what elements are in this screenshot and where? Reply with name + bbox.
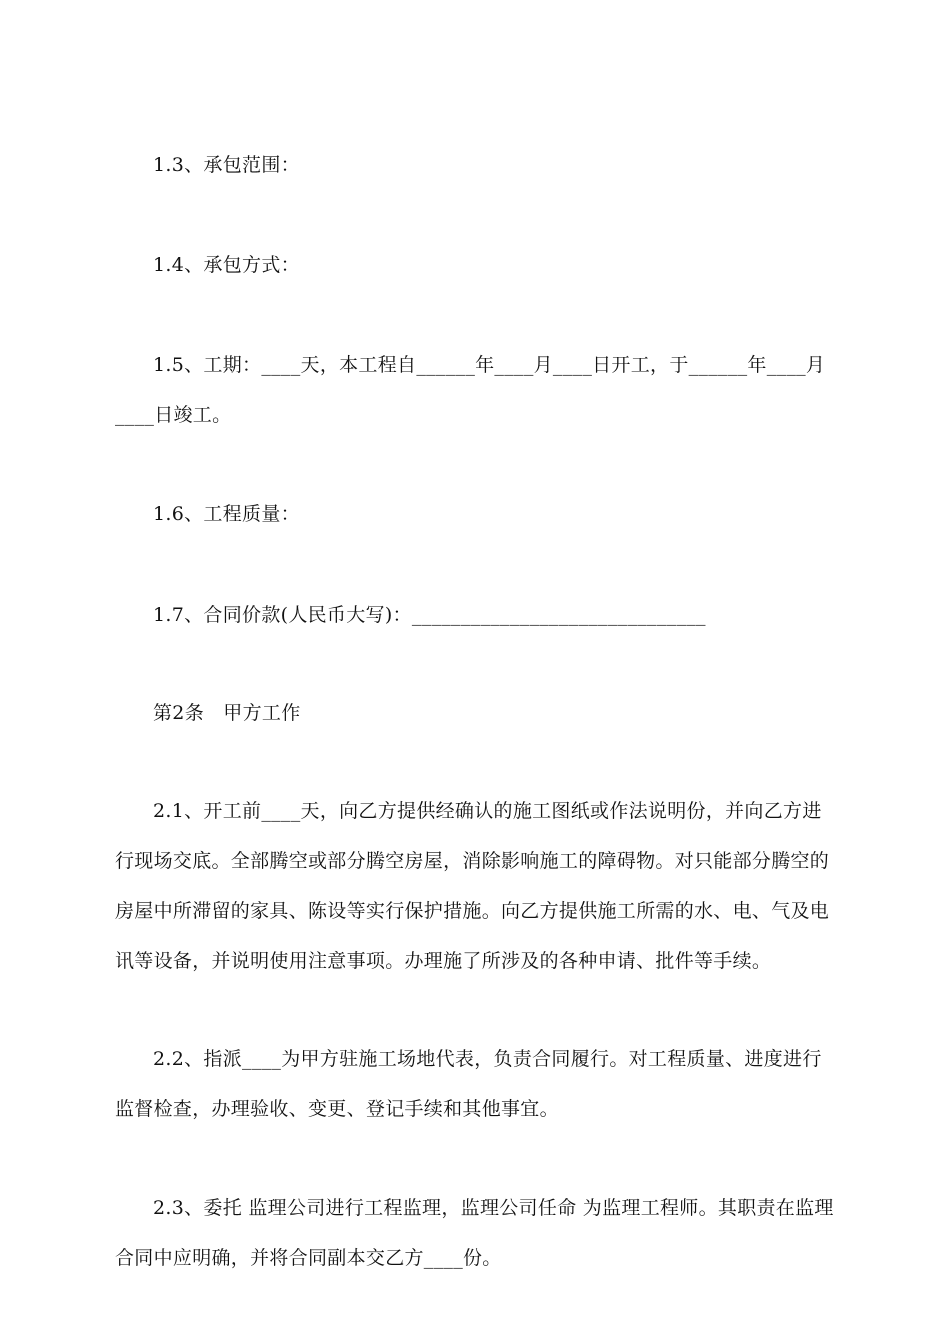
article-2-heading: 第2条 甲方工作 xyxy=(153,702,301,724)
clause-2-1: 2.1、开工前____天，向乙方提供经确认的施工图纸或作法说明份，并向乙方进行现场交底。全部腾空或部分腾空房屋，消除影响施工的障碍物。对只能部分腾空的房屋中所滞留的家具、陈设等实行保护措施。向乙方提供施工所需的水、电、气及电讯等设备，并说明使用注意事项。办理施了所涉及的各种申请、批件等手续。 xyxy=(115,800,830,972)
clause-2-3: 2.3、委托 监理公司进行工程监理，监理公司任命 为监理工程师。其职责在监理合同中应明确，并将合同副本交乙方____份。 xyxy=(115,1197,834,1269)
clause-2-2: 2.2、指派____为甲方驻施工场地代表，负责合同履行。对工程质量、进度进行监督检查，办理验收、变更、登记手续和其他事宜。 xyxy=(115,1048,822,1120)
clause-1-4: 1.4、承包方式： xyxy=(153,254,300,276)
clause-1-5: 1.5、工期：____天，本工程自______年____月____日开工，于______年____月____日竣工。 xyxy=(115,354,826,426)
clause-1-3: 1.3、承包范围： xyxy=(153,154,300,176)
clause-1-7: 1.7、合同价款(人民币大写)：______________________________ xyxy=(153,604,706,626)
clause-1-6: 1.6、工程质量： xyxy=(153,503,300,525)
